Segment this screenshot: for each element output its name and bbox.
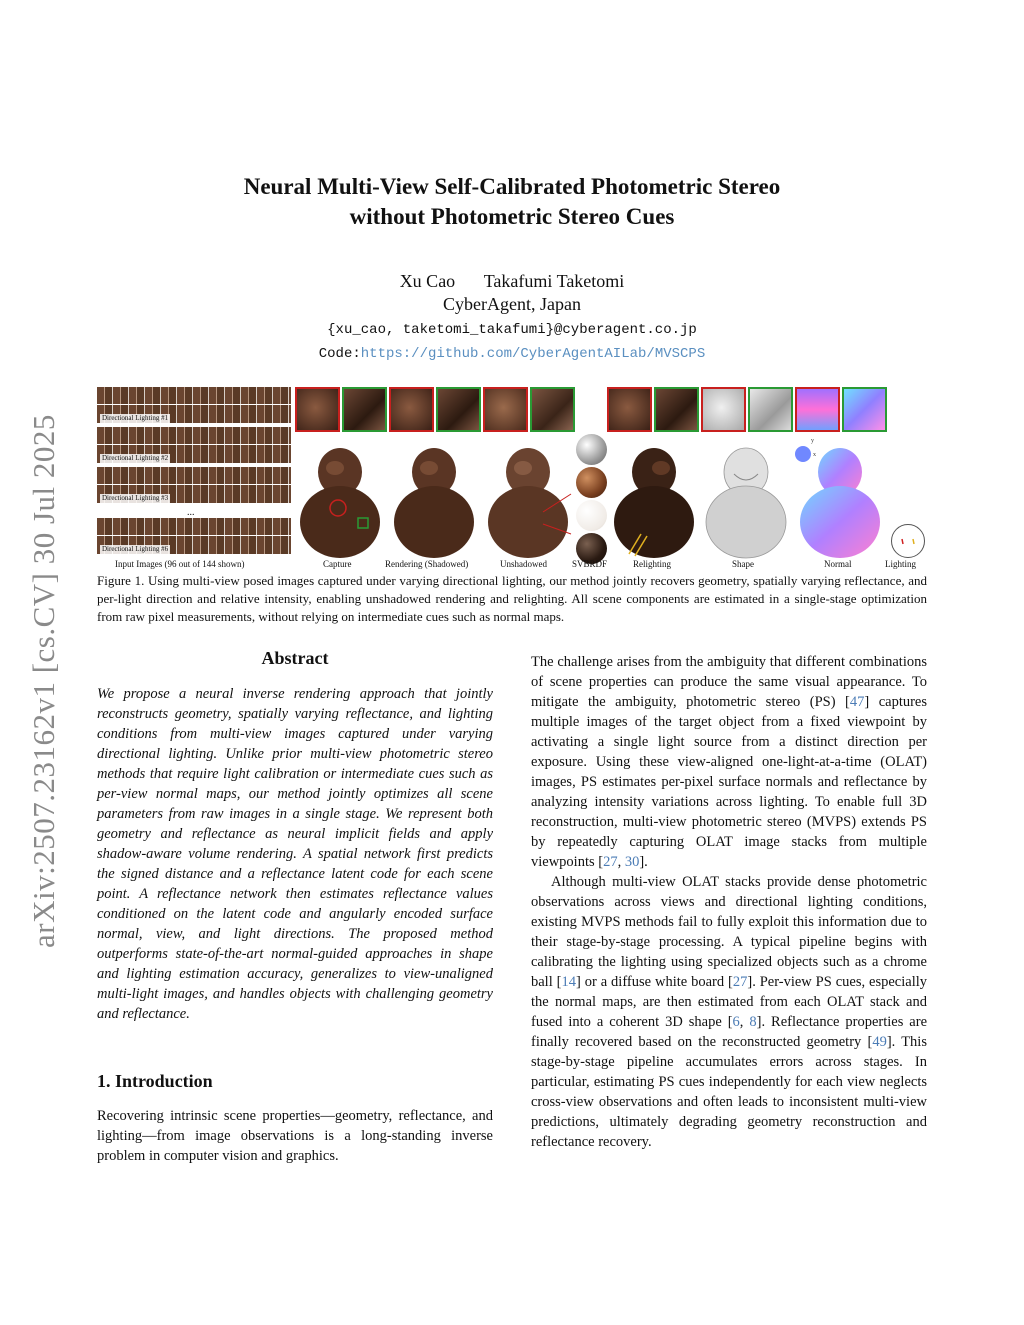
zoom-crop-thumbnail <box>389 387 434 432</box>
figure-label: Input Images (96 out of 144 shown) <box>115 559 245 569</box>
input-image-strip <box>97 387 291 423</box>
figure-1 <box>97 387 927 572</box>
axis-label-y: y <box>811 438 814 444</box>
zoom-crop-thumbnail <box>607 387 652 432</box>
text-run: ] or a diffuse white board [ <box>575 974 733 990</box>
figure-label: Normal <box>824 559 852 569</box>
text-run: The challenge arises from the ambiguity that different combinations of scene properties can produce the same visual appearance. To mitigate the ambiguity, photometric stereo (PS) [ <box>531 654 927 710</box>
strip-label: Directional Lighting #1 <box>102 414 169 422</box>
citation-link[interactable]: 8 <box>749 1014 757 1030</box>
text-run: ]. This stage-by-stage pipeline accumulates errors across stages. In particular, estimating PS cues independently for each view neglects cross-view observations and often leads to inconsistent multi-view predictions, ultimately degrading geometry reconstruction and reflectance recovery. <box>531 1034 927 1150</box>
lighting-direction-plot <box>891 524 925 558</box>
body-paragraph <box>531 652 927 872</box>
zoom-crop-thumbnail <box>795 387 840 432</box>
figure-label: Lighting <box>885 559 916 569</box>
figure-label: Rendering (Shadowed) <box>385 559 469 569</box>
input-image-strip <box>97 518 291 554</box>
svbrdf-sphere <box>576 434 607 465</box>
citation-link[interactable]: 47 <box>849 694 865 710</box>
zoom-crop-thumbnail <box>842 387 887 432</box>
intro-paragraph: Recovering intrinsic scene properties—geometry, reflectance, and lighting—from image observations is a long-standing inverse problem in computer vision and graphics. <box>97 1108 493 1164</box>
code-line <box>0 346 1024 362</box>
abstract-heading: Abstract <box>261 648 329 668</box>
abstract-text: We propose a neural inverse rendering approach that jointly reconstructs geometry, spatially varying reflectance, and lighting conditions from multi-view images captured under varying directional lighting. Unlike prior multi-view photometric stereo methods that require light calibration or intermediate cues such as per-view normal maps, our method jointly optimizes all scene parameters from raw images in a single stage. We represent both geometry and reflectance as neural implicit fields and apply shadow-aware volume rendering. A spatial network first predicts the signed distance and a reflectance latent code for each scene point. A reflectance network then estimates reflectance values conditioned on the latent code and angularly encoded surface normal, view, and light directions. The proposed method outperforms state-of-the-art normal-guided approaches in shape and lighting estimation accuracy, generalizes to view-unaligned multi-light images, and handles objects with challenging geometry and reflectance. <box>97 686 493 1022</box>
text-run: Although multi-view OLAT stacks provide dense photometric observations across views and directional lighting conditions, existing MVPS methods fail to fully exploit this information due to their stage-by-stage processing. A typical pipeline begins with calibrating the lighting using specialized objects such as a chrome ball [ <box>531 874 927 990</box>
text-run: ]. Reflectance properties are finally recovered based on the reconstructed geometry [ <box>531 1014 928 1050</box>
citation-link[interactable]: 27 <box>603 854 618 870</box>
figure-label: SVBRDF <box>572 559 608 569</box>
zoom-crop-thumbnail <box>342 387 387 432</box>
title-line-1: Neural Multi-View Self-Calibrated Photometric Stereo <box>243 174 781 199</box>
svbrdf-sphere <box>576 467 607 498</box>
zoom-crop-thumbnail <box>436 387 481 432</box>
body-paragraph <box>531 872 927 1152</box>
strip-label: Directional Lighting #6 <box>102 545 169 553</box>
statue-unshadowed <box>483 434 573 559</box>
zoom-crop-thumbnail <box>530 387 575 432</box>
text-run: , <box>739 1014 750 1030</box>
citation-link[interactable]: 30 <box>624 854 640 870</box>
strip-label: Directional Lighting #3 <box>102 494 169 502</box>
input-image-strip <box>97 427 291 463</box>
zoom-crop-thumbnail <box>483 387 528 432</box>
figure-label: Shape <box>732 559 754 569</box>
author-name: Xu Cao <box>399 271 456 291</box>
introduction-heading: 1. Introduction <box>97 1071 213 1091</box>
left-column <box>97 648 493 1166</box>
strip-label: Directional Lighting #2 <box>102 454 169 462</box>
input-image-strip <box>97 467 291 503</box>
right-column <box>531 652 927 1152</box>
statue-capture-image <box>295 434 385 559</box>
svbrdf-sphere <box>576 500 607 531</box>
axis-label-x: x <box>813 452 816 458</box>
text-run: , <box>617 854 625 870</box>
code-link[interactable]: https://github.com/CyberAgentAILab/MVSCPS <box>360 346 706 362</box>
code-label: Code: <box>318 346 361 362</box>
text-run: ] captures multiple images of the target object from a fixed viewpoint by activating a single light source from a distinct direction per exposure. Using these view-aligned one-light-at-a-time (OLAT) images, PS estimates per-pixel surface normals and reflectance by analyzing intensity variations across lighting. To enable full 3D reconstruction, multi-view photometric stereo (MVPS) extends PS by repeatedly capturing OLAT image stacks from multiple viewpoints [ <box>531 694 928 870</box>
statue-rendering-shadowed <box>389 434 479 559</box>
figure-label: Unshadowed <box>500 559 547 569</box>
citation-link[interactable]: 14 <box>561 974 576 990</box>
citation-link[interactable]: 6 <box>732 1014 740 1030</box>
figure-caption: Figure 1. Using multi-view posed images captured under varying directional lighting, our method jointly recovers geometry, spatially varying reflectance, and per-light direction and relative intensity, enabling unshadowed rendering and relighting. All scene components are estimated in a single-stage optimization from raw pixel measurements, without relying on intermediate cues such as normal maps. <box>97 573 927 624</box>
zoom-crop-thumbnail <box>654 387 699 432</box>
figure-label: Capture <box>323 559 352 569</box>
author-name: Takafumi Taketomi <box>483 271 625 291</box>
paper-title <box>0 172 1024 232</box>
zoom-crop-thumbnail <box>295 387 340 432</box>
author-block <box>0 270 1024 316</box>
affiliation: CyberAgent, Japan <box>443 294 581 314</box>
citation-link[interactable]: 27 <box>732 974 748 990</box>
text-run: ]. Per-view PS cues, especially the normal maps, are then estimated from each OLAT stack and fused into a coherent 3D shape [ <box>531 974 927 1030</box>
author-names <box>0 270 1024 293</box>
ellipsis: ... <box>187 507 195 518</box>
author-email: {xu_cao, taketomi_takafumi}@cyberagent.co.jp <box>327 322 697 338</box>
citation-link[interactable]: 49 <box>872 1034 887 1050</box>
arxiv-stamp: arXiv:2507.23162v1 [cs.CV] 30 Jul 2025 <box>26 414 61 948</box>
zoom-crop-thumbnail <box>701 387 746 432</box>
zoom-crop-thumbnail <box>748 387 793 432</box>
statue-shape <box>701 434 791 559</box>
title-line-2: without Photometric Stereo Cues <box>349 204 675 229</box>
statue-normal-map <box>795 434 885 559</box>
statue-relighting <box>609 434 699 559</box>
text-run: ]. <box>639 854 648 870</box>
figure-label: Relighting <box>633 559 671 569</box>
